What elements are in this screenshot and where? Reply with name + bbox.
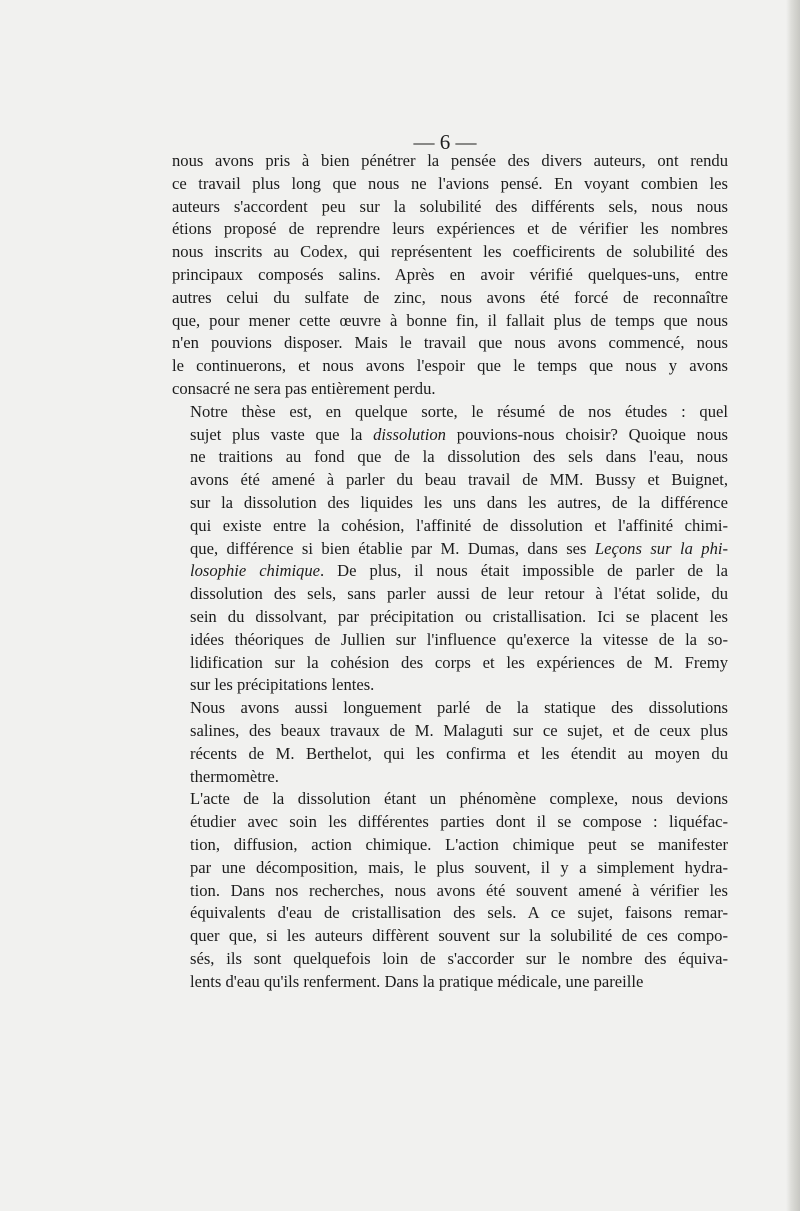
text-line: sein du dissolvant, par précipitation ou cristallisation. Ici se placent les (190, 606, 728, 626)
text-line: autres celui du sulfate de zinc, nous avons été forcé de reconnaître (172, 287, 728, 307)
text-line: principaux composés salins. Après en avoir vérifié quelques-uns, entre (172, 264, 728, 284)
text-line: ce travail plus long que nous ne l'avions pensé. En voyant combien les (172, 173, 728, 193)
text-line: idées théoriques de Jullien sur l'influence qu'exerce la vitesse de la so- (190, 629, 728, 649)
text-line: lents d'eau qu'ils renferment. Dans la pratique médicale, une pareille (190, 971, 644, 991)
text-line: Notre thèse est, en quelque sorte, le résumé de nos études : quel (190, 401, 728, 421)
text-line: nous inscrits au Codex, qui représentent les coefficirents de solubilité des (172, 242, 728, 262)
paragraph (172, 697, 728, 788)
text-line: tion, diffusion, action chimique. L'action chimique peut se manifester (190, 834, 728, 854)
text-line: sur la dissolution des liquides les uns dans les autres, de la différence (190, 492, 728, 512)
text-line: auteurs s'accordent peu sur la solubilité des différents sels, nous nous (172, 196, 728, 216)
body-text (172, 150, 728, 993)
text-line: par une décomposition, mais, le plus souvent, il y a simplement hydra- (190, 857, 728, 877)
text-line: équivalents d'eau de cristallisation des sels. A ce sujet, faisons remar- (190, 903, 728, 923)
text-line: ne traitions au fond que de la dissolution des sels dans l'eau, nous (190, 447, 728, 467)
paragraph (172, 150, 728, 401)
text-line: tion. Dans nos recherches, nous avons été souvent amené à vérifier les (190, 880, 728, 900)
text-line: avons été amené à parler du beau travail de MM. Bussy et Buignet, (190, 470, 728, 490)
page-edge-shadow (786, 0, 800, 1211)
text-line: le continuerons, et nous avons l'espoir que le temps que nous y avons (172, 356, 728, 376)
text-line: dissolution des sels, sans parler aussi de leur retour à l'état solide, du (190, 584, 728, 604)
text-line: nous avons pris à bien pénétrer la pensée des divers auteurs, ont rendu (172, 151, 728, 170)
text-line: étions proposé de reprendre leurs expériences et de vérifier les nombres (172, 219, 728, 239)
text-line: salines, des beaux travaux de M. Malaguti sur ce sujet, et de ceux plus (190, 720, 728, 740)
text-line: sur les précipitations lentes. (190, 675, 375, 695)
text-line: Nous avons aussi longuement parlé de la statique des dissolutions (190, 698, 728, 718)
text-line: que, différence si bien établie par M. Dumas, dans ses Leçons sur la phi- (190, 538, 728, 558)
text-line: thermomètre. (190, 766, 279, 786)
text-line: sujet plus vaste que la dissolution pouvions-nous choisir? Quoique nous (190, 424, 728, 444)
paragraph (172, 401, 728, 697)
text-line: étudier avec soin les différentes parties dont il se compose : liquéfac- (190, 812, 728, 832)
paragraph (172, 788, 728, 993)
text-line: sés, ils sont quelquefois loin de s'accorder sur le nombre des équiva- (190, 948, 728, 968)
text-line: récents de M. Berthelot, qui les confirma et les étendit au moyen du (190, 743, 728, 763)
text-line: que, pour mener cette œuvre à bonne fin, il fallait plus de temps que nous (172, 310, 728, 330)
text-line: qui existe entre la cohésion, l'affinité de dissolution et l'affinité chimi- (190, 515, 728, 535)
text-line: n'en pouvions disposer. Mais le travail que nous avons commencé, nous (172, 333, 728, 353)
text-line: L'acte de la dissolution étant un phénomène complexe, nous devions (190, 789, 728, 809)
text-line: quer que, si les auteurs diffèrent souvent sur la solubilité de ces compo- (190, 926, 728, 946)
page-number: — 6 — (413, 130, 477, 154)
text-line: lidification sur la cohésion des corps et les expériences de M. Fremy (190, 652, 728, 672)
text-line: losophie chimique. De plus, il nous était impossible de parler de la (190, 561, 728, 581)
text-line: consacré ne sera pas entièrement perdu. (172, 378, 436, 398)
